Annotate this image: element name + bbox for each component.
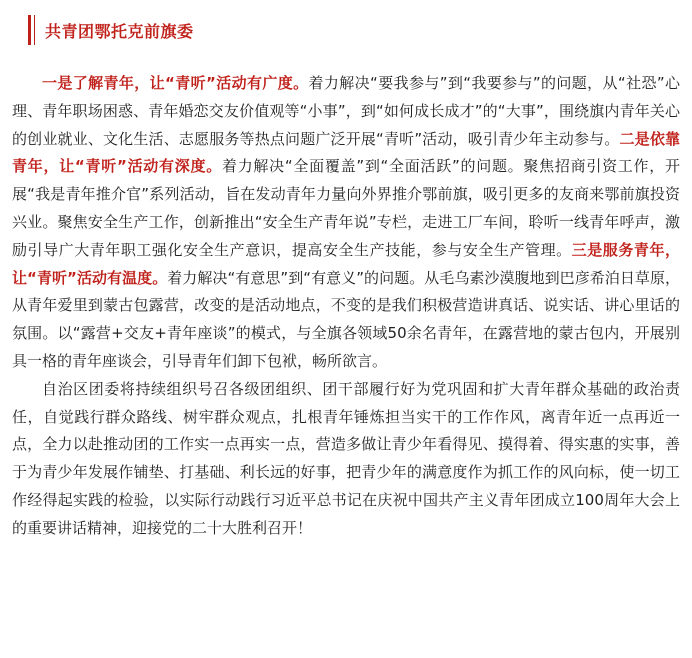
article-body	[12, 70, 680, 543]
highlight-point-3: 三是服务青年，让“青听”活动有温度。	[12, 240, 680, 287]
article-paragraph-2: 自治区团委将持续组织号召各级团组织、团干部履行好为党巩固和扩大青年群众基础的政治责任，自觉践行群众路线、树牢群众观点，扎根青年锤炼担当实干的工作作风，离青年近一点再近一点，全力以赴推动团的工作实一点再实一点，营造多做让青少年看得见、摸得着、得实惠的实事，善于为青少年发展作铺垫、打基础、利长远的好事，把青少年的满意度作为抓工作的风向标，使一切工作经得起实践的检验，以实际行动践行习近平总书记在庆祝中国共产主义青年团成立100周年大会上的重要讲话精神，迎接党的二十大胜利召开！	[12, 379, 680, 537]
article-paragraph-1	[12, 70, 680, 376]
section-header	[28, 14, 194, 46]
paragraph-text: 着力解决“要我参与”到“我要参与”的问题，从“社恐”心理、青年职场困惑、青年婚恋交友价值观等“小事”，到“如何成长成才”的“大事”，围绕旗内青年关心的创业就业、文化生活、志愿服务等热点问题广泛开展“青听”活动，吸引青少年主动参与。	[12, 74, 680, 148]
paragraph-text: 着力解决“有意思”到“有意义”的问题。从毛乌素沙漠腹地到巴彦希泊日草原，从青年爱里到蒙古包露营，改变的是活动地点，不变的是我们积极营造讲真话、说实话、讲心里话的氛围。以“露营+交友+青年座谈”的模式，与全旗各领域50余名青年，在露营地的蒙古包内，开展别具一格的青年座谈会，引导青年们卸下包袱，畅所欲言。	[12, 268, 681, 370]
paragraph-text: 着力解决“全面覆盖”到“全面活跃”的问题。聚焦招商引资工作，开展“我是青年推介官”系列活动，旨在发动青年力量向外界推介鄂前旗，吸引更多的友商来鄂前旗投资兴业。聚焦安全生产工作，创新推出“安全生产青年说”专栏，走进工厂车间，聆听一线青年呼声，激励引导广大青年职工强化安全生产意识，提高安全生产技能，参与安全生产管理。	[12, 157, 681, 259]
highlight-point-1: 一是了解青年，让“青听”活动有广度。	[42, 74, 309, 92]
organization-title: 共青团鄂托克前旗委	[45, 21, 194, 41]
header-accent-bar	[28, 15, 31, 45]
header-accent-line	[34, 15, 35, 45]
highlight-point-2: 二是依靠青年，让“青听”活动有深度。	[12, 129, 680, 176]
